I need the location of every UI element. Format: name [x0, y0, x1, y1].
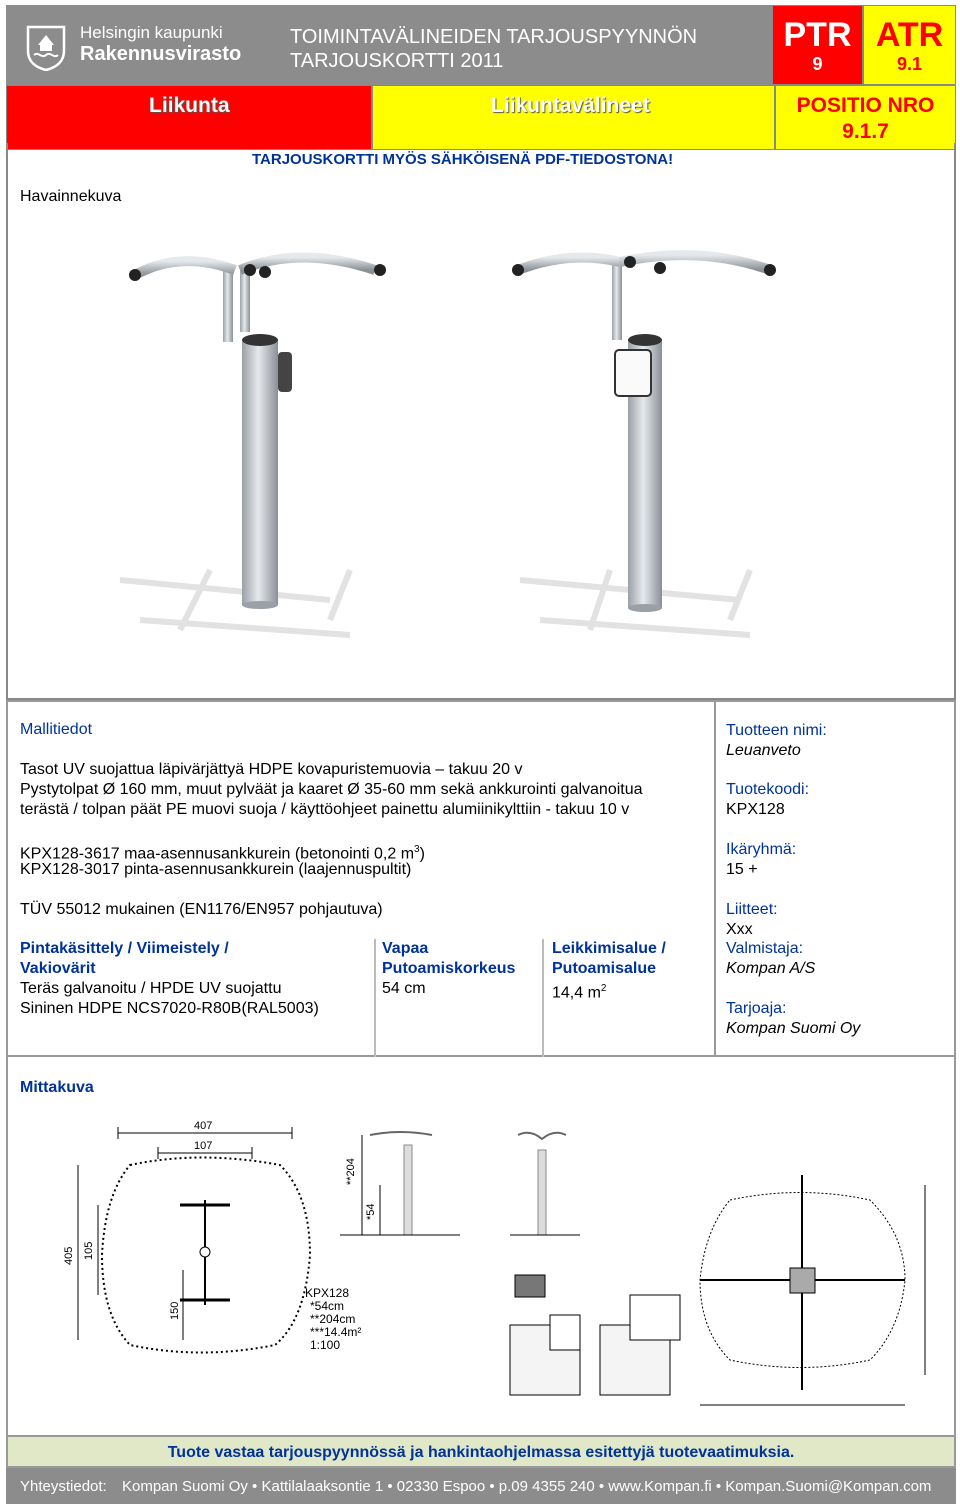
footer-bar: [6, 1468, 956, 1504]
requirement-text: Tuote vastaa tarjouspyynnössä ja hankintaohjelmassa esitettyjä tuotevaatimuksia.: [167, 1444, 795, 1461]
finish-value-2: Sininen HDPE NCS7020-R80B(RAL5003): [20, 1000, 319, 1017]
model-heading: Mallitiedot: [20, 721, 93, 738]
dim-top-107: 107: [194, 1140, 213, 1152]
atr-label: ATR: [875, 16, 944, 54]
pdf-note: TARJOUSKORTTI MYÖS SÄHKÖISENÄ PDF-TIEDOSTONA!: [252, 151, 674, 168]
product-code-value: KPX128: [726, 801, 785, 818]
anchor-line-2: KPX128-3017 pinta-asennusankkurein (laajennuspultit): [20, 861, 412, 878]
age-group-label: Ikäryhmä:: [726, 841, 797, 858]
position-label: POSITIO NRO: [796, 94, 935, 117]
dim-left-105: 105: [83, 1241, 95, 1260]
crest-icon: [26, 25, 66, 71]
requirement-bar: [6, 1435, 956, 1468]
anchor-line-1: KPX128-3617 maa-asennusankkurein (betonointi 0,2 $m^3$): [20, 844, 425, 863]
dim-left-405: 405: [63, 1246, 75, 1265]
contact-value: Kompan Suomi Oy • Kattilalaaksontie 1 • 02330 Espoo • p.09 4355 240 • www.Kompan.fi • Kompan.Suomi@Kompan.com: [122, 1478, 932, 1495]
subcategory-cell: [372, 85, 775, 150]
document-title: TOIMINTAVÄLINEIDEN TARJOUSPYYNNÖN TARJOUSKORTTI 2011: [290, 26, 698, 72]
finish-label-2: Vakiovärit: [20, 960, 96, 977]
position-value: 9.1.7: [842, 120, 889, 143]
attachments-label: Liitteet:: [726, 901, 778, 918]
spec-total-height: **204cm: [310, 1312, 356, 1326]
dimension-heading: Mittakuva: [20, 1079, 94, 1096]
product-code-label: Tuotekoodi:: [726, 781, 810, 798]
area-value: 14,4 $m^2$: [552, 983, 607, 1002]
spec-scale: 1:100: [310, 1338, 341, 1352]
model-line-2: Pystytolpat Ø 160 mm, muut pylväät ja kaaret Ø 35-60 mm sekä ankkurointi galvanoitua: [20, 781, 643, 798]
dim-left-150: 150: [169, 1301, 181, 1320]
height-label-1: Vapaa: [382, 940, 429, 957]
spec-area: ***14.4m²: [310, 1325, 362, 1339]
spec-height: *54cm: [310, 1299, 345, 1313]
dim-top-407: 407: [194, 1120, 213, 1132]
ptr-box: [772, 5, 863, 85]
height-value: 54 cm: [382, 980, 426, 997]
product-illustration: [100, 240, 860, 680]
dim-height-204: **204: [345, 1158, 357, 1185]
attachments-value: Xxx: [726, 921, 753, 938]
category-label: Liikunta: [149, 94, 230, 117]
finish-label-1: Pintakäsittely / Viimeistely /: [20, 940, 229, 957]
supplier-label: Tarjoaja:: [726, 1000, 787, 1017]
atr-value: 9.1: [896, 54, 923, 74]
image-section-heading: Havainnekuva: [20, 188, 122, 205]
position-cell: [775, 85, 956, 150]
manufacturer-label: Valmistaja:: [726, 940, 804, 957]
tuv-line: TÜV 55012 mukainen (EN1176/EN957 pohjautuva): [20, 901, 383, 918]
model-line-3: terästä / tolpan päät PE muovi suoja / käyttöohjeet painettu alumiinikylttiin - takuu 10 v: [20, 801, 630, 818]
org-department: Rakennusvirasto: [80, 43, 242, 65]
product-name-value: Leuanveto: [726, 742, 801, 759]
right-unit: [512, 255, 776, 612]
left-unit: [129, 258, 386, 610]
category-cell: [6, 85, 372, 150]
area-label-1: Leikkimisalue /: [552, 940, 666, 957]
ptr-value: 9: [812, 54, 823, 74]
manufacturer-value: Kompan A/S: [726, 960, 816, 977]
contact-label: Yhteystiedot:: [20, 1478, 107, 1495]
product-name-label: Tuotteen nimi:: [726, 722, 827, 739]
ptr-label: PTR: [783, 16, 852, 54]
age-group-value: 15 +: [726, 861, 758, 878]
subcategory-label: Liikuntavälineet: [491, 94, 650, 117]
city-logo: [22, 19, 272, 79]
model-line-1: Tasot UV suojattua läpivärjättyä HDPE kovapuristemuovia – takuu 20 v: [20, 761, 523, 778]
org-name: Helsingin kaupunki: [80, 23, 223, 42]
dim-height-54: *54: [365, 1203, 377, 1220]
atr-box: [863, 5, 956, 85]
dimension-drawing: [40, 1105, 940, 1415]
finish-value-1: Teräs galvanoitu / HPDE UV suojattu: [20, 980, 282, 997]
height-label-2: Putoamiskorkeus: [382, 960, 516, 977]
supplier-value: Kompan Suomi Oy: [726, 1020, 861, 1037]
spec-code: KPX128: [305, 1286, 350, 1300]
area-label-2: Putoamisalue: [552, 960, 657, 977]
